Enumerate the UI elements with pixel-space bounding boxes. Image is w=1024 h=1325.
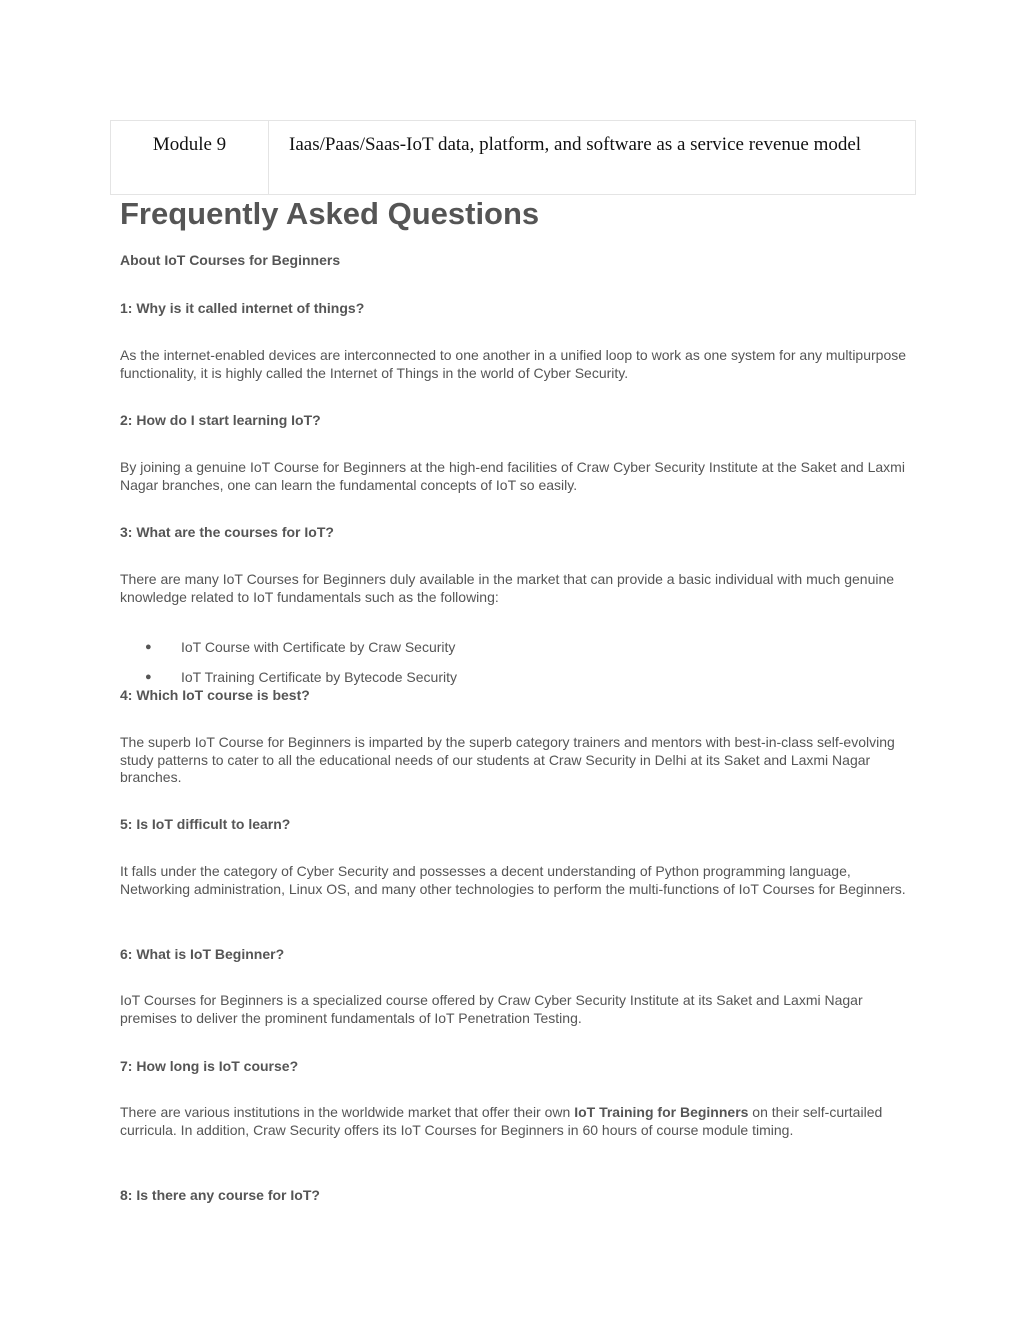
question-5: 5: Is IoT difficult to learn? xyxy=(120,816,291,832)
module-description: Iaas/Paas/Saas-IoT data, platform, and software as a service revenue model xyxy=(289,134,862,155)
answer-5: It falls under the category of Cyber Security and possesses a decent understanding of Python programming language, Networking administration, Linux OS, and many other technologies to perform the multi-functions of IoT Courses for Beginners. xyxy=(120,863,906,897)
question-4: 4: Which IoT course is best? xyxy=(120,687,310,703)
faq-about: About IoT Courses for Beginners xyxy=(120,252,341,268)
question-6: 6: What is IoT Beginner? xyxy=(120,946,285,962)
answer-3: There are many IoT Courses for Beginners duly available in the market that can provide a basic individual with much genuine knowledge related to IoT fundamentals such as the following: xyxy=(120,571,895,605)
list-item-text: IoT Training Certificate by Bytecode Security xyxy=(181,669,457,685)
module-number: Module 9 xyxy=(111,121,269,194)
answer-7-text-end: on their self-curtailed curricula. In addition, Craw Security offers its IoT Courses for Beginners in 60 hours of course module timing. xyxy=(120,1104,883,1138)
question-1: 1: Why is it called internet of things? xyxy=(120,300,365,316)
module-table xyxy=(110,120,916,195)
list-item-text: IoT Course with Certificate by Craw Security xyxy=(181,639,456,655)
question-7: 7: How long is IoT course? xyxy=(120,1058,299,1074)
list-item xyxy=(145,639,455,656)
question-8: 8: Is there any course for IoT? xyxy=(120,1187,320,1203)
answer-6: IoT Courses for Beginners is a specialized course offered by Craw Cyber Security Institute at its Saket and Laxmi Nagar premises to deliver the prominent fundamentals of IoT Penetration Testing. xyxy=(120,992,863,1026)
bullet-icon: ● xyxy=(145,641,152,653)
bullet-icon: ● xyxy=(145,671,152,683)
list-item xyxy=(145,669,457,686)
answer-7-text: There are various institutions in the worldwide market that offer their own xyxy=(120,1104,575,1120)
page-title: Frequently Asked Questions xyxy=(120,196,540,231)
answer-7 xyxy=(120,1104,910,1139)
question-3: 3: What are the courses for IoT? xyxy=(120,524,334,540)
answer-4: The superb IoT Course for Beginners is imparted by the superb category trainers and mentors with best-in-class self-evolving study patterns to cater to all the educational needs of our students at Craw Security in Delhi at its Saket and Laxmi Nagar branches. xyxy=(120,734,895,785)
question-2: 2: How do I start learning IoT? xyxy=(120,412,321,428)
answer-2: By joining a genuine IoT Course for Beginners at the high-end facilities of Craw Cyber Security Institute at the Saket and Laxmi Nagar branches, one can learn the fundamental concepts of IoT so easily. xyxy=(120,459,905,493)
answer-1: As the internet-enabled devices are interconnected to one another in a unified loop to work as one system for any multipurpose functionality, it is highly called the Internet of Things in the world of Cyber Security. xyxy=(120,347,907,381)
answer-7-emphasis: IoT Training for Beginners xyxy=(574,1104,749,1120)
